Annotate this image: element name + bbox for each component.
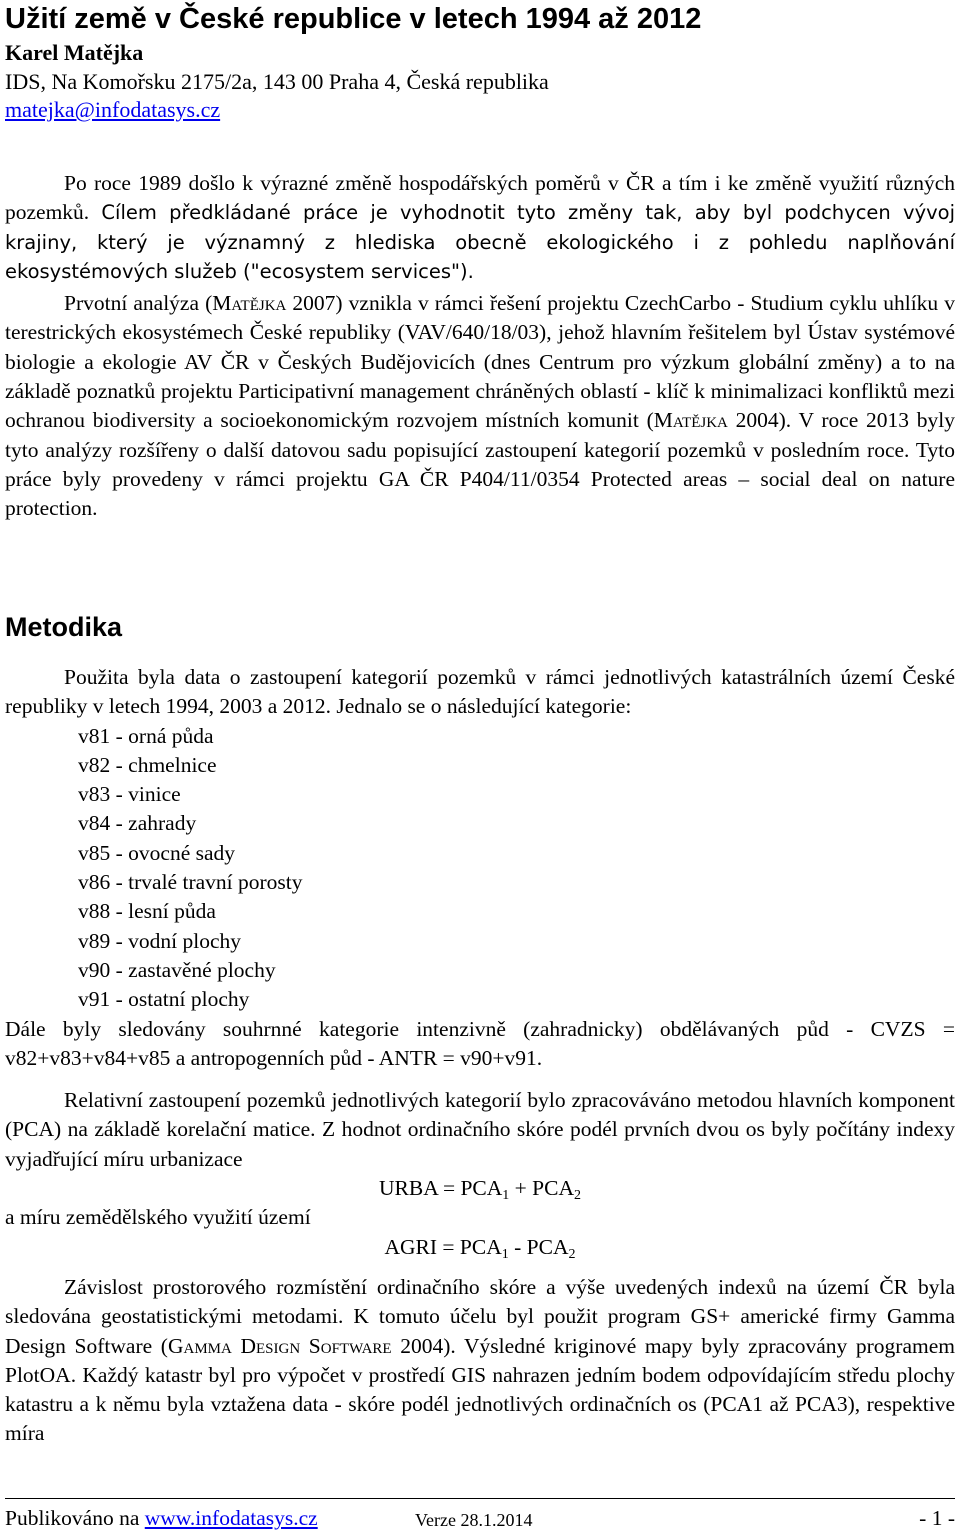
formula-urba-sub-2: 2 [573, 1188, 581, 1204]
author-name: Karel Matějka [5, 40, 144, 65]
list-item: v86 - trvalé travní porosty [78, 870, 303, 895]
list-item: v81 - orná půda [78, 723, 214, 748]
list-item: v85 - ovocné sady [78, 840, 236, 865]
page-number: - 1 - [919, 1506, 955, 1530]
intro-paragraph-1 [5, 169, 955, 286]
formula-agri [5, 1233, 955, 1262]
formula-urba-sub-1: 1 [502, 1188, 510, 1204]
paper-title: Užití země v České republice v letech 1994 až 2012 [5, 3, 702, 35]
intro-p1-serif: Po roce 1989 došlo k výrazné změně hospodářských poměrů v ČR a tím i ke změně využití různých pozemků. [5, 171, 955, 225]
category-list [5, 722, 955, 1015]
methods-p5-part-a: Závislost prostorového rozmístění ordinačního skóre a výše uvedených indexů na území ČR byla sledována geostatistickými metodami. K tomuto účelu byl použit program GS+ americké firmy Gamma Design Software ( [5, 1274, 955, 1358]
author-email-link[interactable]: matejka@infodatasys.cz [5, 97, 221, 122]
methods-paragraph-5 [5, 1273, 955, 1449]
footer-published-label: Publikováno na [5, 1506, 145, 1530]
intro-p2-part-a: Prvotní analýza ( [64, 291, 213, 316]
list-item: v88 - lesní půda [78, 899, 216, 924]
footer-website-link[interactable]: www.infodatasys.cz [144, 1506, 318, 1530]
formula-urba-op: + PCA [509, 1176, 574, 1201]
list-item: v90 - zastavěné plochy [78, 957, 276, 982]
section-heading-metodika: Metodika [5, 612, 123, 642]
footer-version: Verze 28.1.2014 [415, 1510, 533, 1530]
intro-p2-part-b: 2007) vznikla v rámci řešení projektu CzechCarbo - Studium cyklu uhlíku v terestrických ekosystémech České republiky (VAV/640/18/03), jehož hlavním řešitelem byl Ústav systémové biologie a ekologie AV ČR v Českých Budějovicích (dnes Centrum pro výzkum globální změny) a to na základě poznatků projektu Participativní management chráněných oblastí - klíč k minimalizaci konfliktů mezi ochranou biodiversity a socioekonomickým rozvojem místních komunit ( [5, 291, 955, 433]
methods-paragraph-4: a míru zemědělského využití území [5, 1205, 311, 1230]
methods-section [5, 663, 955, 1449]
intro-section [5, 169, 955, 524]
list-item: v83 - vinice [78, 782, 181, 807]
formula-urba-lhs: URBA = PCA [379, 1176, 503, 1201]
citation-matejka-2007: Matějka [212, 291, 287, 316]
page-footer [5, 1498, 955, 1533]
formula-agri-lhs: AGRI = PCA [384, 1234, 502, 1259]
methods-paragraph-1: Použita byla data o zastoupení kategorií pozemků v rámci jednotlivých katastrálních území České republiky v letech 1994, 2003 a 2012. Jednalo se o následující kategorie: [5, 665, 955, 719]
methods-p5-part-b: 2004). Výsledné kriginové mapy byly zpracovány programem PlotOA. Každý katastr byl pro výpočet v prostředí GIS nahrazen jedním bodem odpovídajícím středu plochy katastru a k němu byla vztažena data - skóre podél jednotlivých ordinačních os (PCA1 až PCA3), respektive míra [5, 1333, 956, 1446]
methods-paragraph-3: Relativní zastoupení pozemků jednotlivých kategorií bylo zpracováváno metodou hlavních komponent (PCA) na základě korelační matice. Z hodnot ordinačního skóre podél prvních dvou os byly počítány indexy vyjadřující míru urbanizace [5, 1088, 955, 1171]
intro-p1-sans: Cílem předkládané práce je vyhodnotit tyto změny tak, aby byl podchycen vývoj krajiny, který je významný z hlediska obecně ekologického i z pohledu naplňování ekosystémových služeb ("ecosystem services"). [5, 201, 955, 283]
formula-agri-sub-1: 1 [501, 1246, 509, 1262]
list-item: v84 - zahrady [78, 811, 197, 836]
list-item: v82 - chmelnice [78, 752, 217, 777]
citation-gamma-design-2004: Gamma Design Software [167, 1333, 392, 1358]
citation-matejka-2004: Matějka [653, 408, 728, 433]
formula-urba [5, 1174, 955, 1203]
formula-agri-op: - PCA [508, 1234, 569, 1259]
list-item: v89 - vodní plochy [78, 928, 242, 953]
list-item: v91 - ostatní plochy [78, 987, 250, 1012]
methods-paragraph-2: Dále byly sledovány souhrnné kategorie intenzivně (zahradnicky) obdělávaných půd - CVZS = v82+v83+v84+v85 a antropogenních půd - ANTR = v90+v91. [5, 1016, 955, 1070]
intro-p2-part-c: 2004). V roce 2013 byly tyto analýzy rozšířeny o další datovou sadu popisující zastoupení kategorií pozemků v posledním roce. Tyto práce byly provedeny v rámci projektu GA ČR P404/11/0354 Protected areas – social deal on nature protection. [5, 408, 955, 521]
intro-paragraph-2 [5, 289, 955, 523]
author-affiliation: IDS, Na Komořsku 2175/2a, 143 00 Praha 4, Česká republika [5, 69, 549, 94]
formula-agri-sub-2: 2 [568, 1246, 576, 1262]
